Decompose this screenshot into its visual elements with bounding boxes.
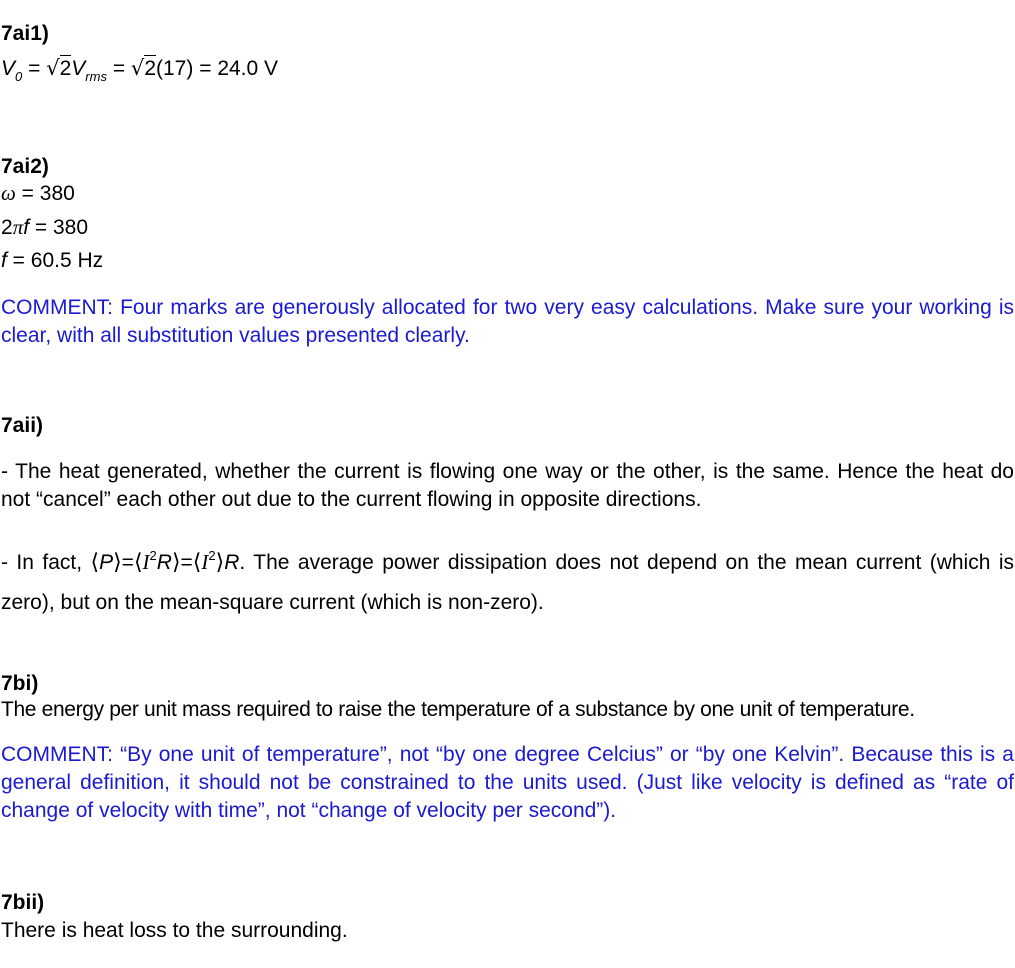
heading-7bii: 7bii)	[1, 891, 45, 914]
radicand: 2	[144, 57, 156, 80]
heading-7aii: 7aii)	[1, 414, 44, 437]
power-formula: $⟨P⟩=⟨I^2R⟩=⟨I^2⟩R$	[90, 548, 240, 575]
definition-specific-heat: The energy per unit mass required to raise the temperature of a substance by one unit of temperature.	[1, 698, 915, 721]
pi-symbol: π	[12, 215, 24, 239]
paragraph-heat-generated: - The heat generated, whether the current is flowing one way or the other, is the same. Hence the heat do not “cancel” each other out due to the current flowing in opposite directions.	[1, 460, 1014, 511]
equation-omega	[1, 179, 1014, 208]
equation-frequency: f = 60.5 Hz	[1, 249, 104, 272]
substituted-value: (17)	[156, 57, 194, 80]
equation-peak-voltage	[1, 54, 1014, 91]
omega-symbol: ω	[1, 181, 16, 205]
vrms-symbol: $V_{rms}$	[71, 57, 107, 84]
equals-sign: =	[28, 57, 41, 80]
comment-7bi: COMMENT: “By one unit of temperature”, not “by one degree Celcius” or “by one Kelvin”. Because this is a general definition, it should not be constrained to the units used. (Just like velocity is defined as “rate of change of velocity with time”, not “change of velocity per second”).	[1, 743, 1014, 822]
sqrt-icon: √	[130, 56, 145, 80]
heading-7ai2: 7ai2)	[1, 155, 49, 178]
equals-sign: =	[199, 57, 212, 80]
comment-7ai2: COMMENT: Four marks are generously allocated for two very easy calculations. Make sure your working is clear, with all substitution values presented clearly.	[1, 296, 1014, 347]
equation-2pif: 2πf = 380	[1, 215, 89, 239]
result-value: 24.0 V	[217, 57, 279, 80]
answer-heat-loss: There is heat loss to the surrounding.	[1, 919, 348, 942]
sqrt-icon: √	[46, 56, 60, 80]
v0-symbol: $V_0$	[1, 57, 23, 84]
heading-7ai1: 7ai1)	[1, 22, 49, 45]
omega-value: = 380	[15, 182, 75, 205]
heading-7bi: 7bi)	[1, 672, 39, 695]
radicand: 2	[59, 57, 72, 80]
paragraph-average-power: - In fact, $⟨P⟩=⟨I^2R⟩=⟨I^2⟩R$. The average power dissipation does not depend on the mean current (which is zero), but on the mean-square current (which is non-zero).	[1, 548, 1014, 614]
equals-sign: =	[112, 57, 126, 80]
